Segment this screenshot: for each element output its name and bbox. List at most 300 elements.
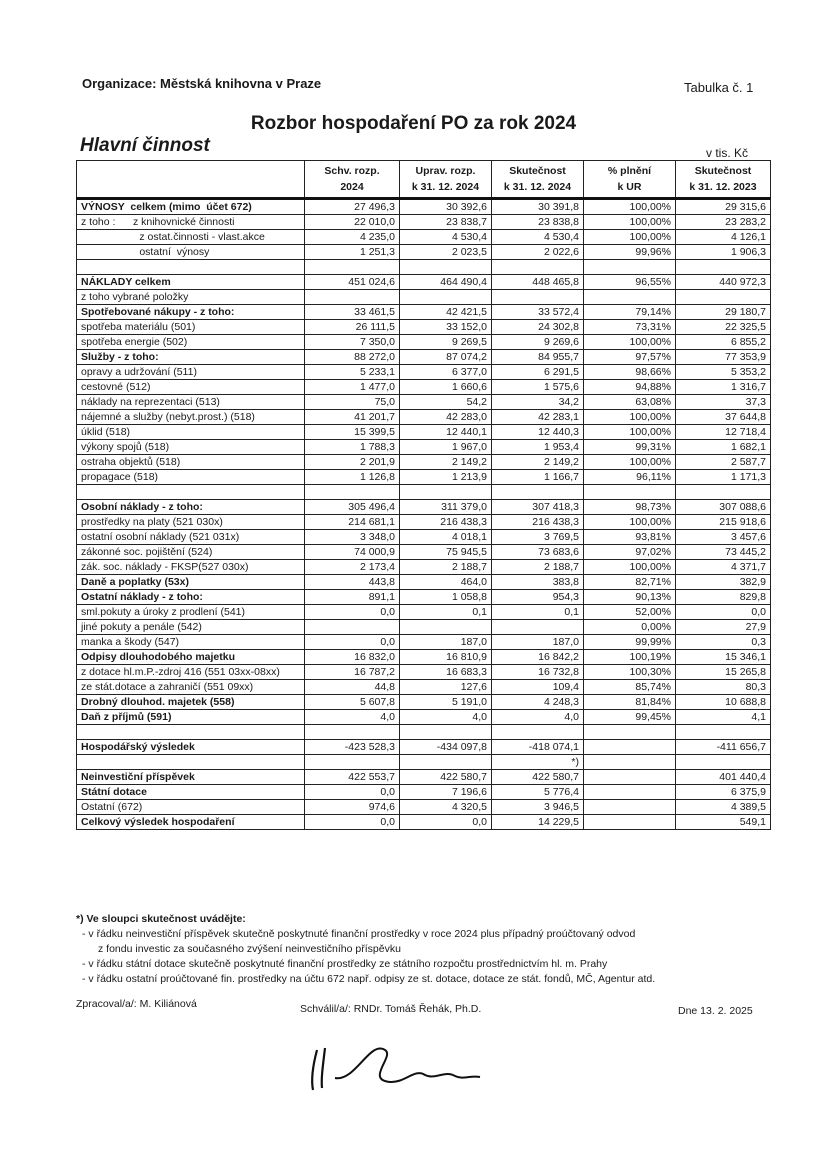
table-row bbox=[77, 800, 771, 815]
value-cell: 440 972,3 bbox=[676, 275, 771, 290]
value-cell: 100,19% bbox=[584, 650, 676, 665]
value-cell: 2 188,7 bbox=[400, 560, 492, 575]
value-cell: -418 074,1 bbox=[492, 740, 584, 755]
value-cell: 29 180,7 bbox=[676, 305, 771, 320]
row-label: z ostat.činnosti - vlast.akce bbox=[77, 230, 305, 245]
table-row bbox=[77, 665, 771, 680]
table-row bbox=[77, 485, 771, 500]
value-cell: 6 375,9 bbox=[676, 785, 771, 800]
value-cell: 891,1 bbox=[305, 590, 400, 605]
column-header-line: k 31. 12. 2024 bbox=[411, 181, 480, 193]
value-cell: 1 788,3 bbox=[305, 440, 400, 455]
row-label: sml.pokuty a úroky z prodlení (541) bbox=[77, 605, 305, 620]
row-label: ostraha objektů (518) bbox=[77, 455, 305, 470]
table-row bbox=[77, 545, 771, 560]
value-cell: 4,0 bbox=[305, 710, 400, 725]
value-cell: 0,0 bbox=[305, 605, 400, 620]
value-cell: 33 572,4 bbox=[492, 305, 584, 320]
row-label: Ostatní (672) bbox=[77, 800, 305, 815]
value-cell: 5 776,4 bbox=[492, 785, 584, 800]
value-cell: 97,02% bbox=[584, 545, 676, 560]
approved-by: Schválil/a/: RNDr. Tomáš Řehák, Ph.D. bbox=[300, 1003, 482, 1015]
value-cell: 12 440,1 bbox=[400, 425, 492, 440]
value-cell: 305 496,4 bbox=[305, 500, 400, 515]
value-cell: 99,45% bbox=[584, 710, 676, 725]
value-cell: 4 018,1 bbox=[400, 530, 492, 545]
value-cell: *) bbox=[492, 755, 584, 770]
value-cell: 451 024,6 bbox=[305, 275, 400, 290]
row-label: z toho : z knihovnické činnosti bbox=[77, 215, 305, 230]
row-label: náklady na reprezentaci (513) bbox=[77, 395, 305, 410]
value-cell: 448 465,8 bbox=[492, 275, 584, 290]
handwritten-signature bbox=[295, 1020, 495, 1100]
value-cell: 1 906,3 bbox=[676, 245, 771, 260]
value-cell: 0,0 bbox=[400, 815, 492, 830]
value-cell: 44,8 bbox=[305, 680, 400, 695]
value-cell: 0,0 bbox=[305, 815, 400, 830]
value-cell bbox=[584, 785, 676, 800]
value-cell bbox=[400, 755, 492, 770]
row-label: z toho vybrané položky bbox=[77, 290, 305, 305]
value-cell: 5 233,1 bbox=[305, 365, 400, 380]
row-label: ze stát.dotace a zahraničí (551 09xx) bbox=[77, 680, 305, 695]
value-cell: 42 421,5 bbox=[400, 305, 492, 320]
row-label: jiné pokuty a penále (542) bbox=[77, 620, 305, 635]
value-cell: 27,9 bbox=[676, 620, 771, 635]
value-cell: 401 440,4 bbox=[676, 770, 771, 785]
value-cell: 77 353,9 bbox=[676, 350, 771, 365]
value-cell bbox=[400, 290, 492, 305]
value-cell: 98,66% bbox=[584, 365, 676, 380]
column-header bbox=[305, 161, 400, 199]
row-label: Daně a poplatky (53x) bbox=[77, 575, 305, 590]
value-cell: 2 022,6 bbox=[492, 245, 584, 260]
row-label: Daň z příjmů (591) bbox=[77, 710, 305, 725]
column-header-line: k 31. 12. 2023 bbox=[689, 181, 757, 193]
row-label: cestovné (512) bbox=[77, 380, 305, 395]
row-label: Spotřebované nákupy - z toho: bbox=[77, 305, 305, 320]
value-cell: 2 173,4 bbox=[305, 560, 400, 575]
table-row bbox=[77, 365, 771, 380]
value-cell: 1 477,0 bbox=[305, 380, 400, 395]
row-label: nájemné a služby (nebyt.prost.) (518) bbox=[77, 410, 305, 425]
value-cell bbox=[305, 260, 400, 275]
table-row bbox=[77, 575, 771, 590]
row-label: propagace (518) bbox=[77, 470, 305, 485]
row-label bbox=[77, 260, 305, 275]
table-row bbox=[77, 470, 771, 485]
value-cell: 29 315,6 bbox=[676, 199, 771, 215]
value-cell bbox=[676, 725, 771, 740]
value-cell bbox=[305, 620, 400, 635]
value-cell bbox=[400, 725, 492, 740]
value-cell: 311 379,0 bbox=[400, 500, 492, 515]
value-cell: 16 832,0 bbox=[305, 650, 400, 665]
value-cell: 109,4 bbox=[492, 680, 584, 695]
value-cell bbox=[584, 260, 676, 275]
value-cell: 3 457,6 bbox=[676, 530, 771, 545]
column-header-line: k UR bbox=[617, 181, 642, 193]
value-cell: 12 718,4 bbox=[676, 425, 771, 440]
value-cell: 4,1 bbox=[676, 710, 771, 725]
value-cell: 23 283,2 bbox=[676, 215, 771, 230]
row-label: Služby - z toho: bbox=[77, 350, 305, 365]
table-row bbox=[77, 650, 771, 665]
value-cell: 215 918,6 bbox=[676, 515, 771, 530]
row-label: výkony spojů (518) bbox=[77, 440, 305, 455]
value-cell bbox=[584, 815, 676, 830]
value-cell: 80,3 bbox=[676, 680, 771, 695]
value-cell: 6 291,5 bbox=[492, 365, 584, 380]
value-cell bbox=[584, 770, 676, 785]
table-row bbox=[77, 620, 771, 635]
row-label: Drobný dlouhod. majetek (558) bbox=[77, 695, 305, 710]
table-row bbox=[77, 560, 771, 575]
value-cell: 54,2 bbox=[400, 395, 492, 410]
value-cell: 23 838,8 bbox=[492, 215, 584, 230]
row-label: spotřeba energie (502) bbox=[77, 335, 305, 350]
value-cell: 100,00% bbox=[584, 215, 676, 230]
value-cell: 75,0 bbox=[305, 395, 400, 410]
value-cell bbox=[584, 800, 676, 815]
value-cell: 307 088,6 bbox=[676, 500, 771, 515]
row-label: Hospodářský výsledek bbox=[77, 740, 305, 755]
value-cell: 2 149,2 bbox=[492, 455, 584, 470]
value-cell: 127,6 bbox=[400, 680, 492, 695]
value-cell bbox=[492, 725, 584, 740]
section-title: Hlavní činnost bbox=[80, 135, 210, 156]
value-cell: 12 440,3 bbox=[492, 425, 584, 440]
value-cell bbox=[584, 290, 676, 305]
column-header-line: Schv. rozp. bbox=[324, 165, 380, 177]
value-cell: 100,00% bbox=[584, 230, 676, 245]
table-row bbox=[77, 395, 771, 410]
row-label: Celkový výsledek hospodaření bbox=[77, 815, 305, 830]
table-row bbox=[77, 770, 771, 785]
table-row bbox=[77, 680, 771, 695]
value-cell: 187,0 bbox=[492, 635, 584, 650]
column-header bbox=[400, 161, 492, 199]
table-row bbox=[77, 410, 771, 425]
value-cell: 42 283,0 bbox=[400, 410, 492, 425]
value-cell: 96,11% bbox=[584, 470, 676, 485]
value-cell: 100,00% bbox=[584, 199, 676, 215]
value-cell: 100,00% bbox=[584, 425, 676, 440]
value-cell: 100,00% bbox=[584, 515, 676, 530]
value-cell: 0,1 bbox=[492, 605, 584, 620]
header-label-cell bbox=[77, 161, 305, 199]
value-cell: 2 188,7 bbox=[492, 560, 584, 575]
value-cell: 5 191,0 bbox=[400, 695, 492, 710]
value-cell: 90,13% bbox=[584, 590, 676, 605]
notes-heading: *) Ve sloupci skutečnost uvádějte: bbox=[76, 913, 246, 925]
value-cell bbox=[676, 755, 771, 770]
value-cell: 24 302,8 bbox=[492, 320, 584, 335]
value-cell bbox=[676, 485, 771, 500]
value-cell: 1 213,9 bbox=[400, 470, 492, 485]
value-cell: 4 530,4 bbox=[400, 230, 492, 245]
value-cell: 100,30% bbox=[584, 665, 676, 680]
column-header bbox=[676, 161, 771, 199]
table-row bbox=[77, 710, 771, 725]
column-header-line: % plnění bbox=[607, 165, 652, 177]
value-cell: 383,8 bbox=[492, 575, 584, 590]
value-cell: 422 580,7 bbox=[492, 770, 584, 785]
value-cell: 1 660,6 bbox=[400, 380, 492, 395]
value-cell: 2 023,5 bbox=[400, 245, 492, 260]
table-row bbox=[77, 740, 771, 755]
value-cell: 94,88% bbox=[584, 380, 676, 395]
value-cell: 16 787,2 bbox=[305, 665, 400, 680]
value-cell bbox=[492, 290, 584, 305]
column-header bbox=[492, 161, 584, 199]
value-cell: 73,31% bbox=[584, 320, 676, 335]
value-cell: 41 201,7 bbox=[305, 410, 400, 425]
value-cell: 15 399,5 bbox=[305, 425, 400, 440]
value-cell bbox=[305, 725, 400, 740]
value-cell: 4 320,5 bbox=[400, 800, 492, 815]
organization-label: Organizace: Městská knihovna v Praze bbox=[82, 76, 322, 91]
table-row bbox=[77, 215, 771, 230]
value-cell: -423 528,3 bbox=[305, 740, 400, 755]
value-cell: 9 269,5 bbox=[400, 335, 492, 350]
value-cell bbox=[305, 290, 400, 305]
value-cell: 100,00% bbox=[584, 335, 676, 350]
document-date: Dne 13. 2. 2025 bbox=[678, 1005, 753, 1017]
value-cell: 73 445,2 bbox=[676, 545, 771, 560]
row-label: opravy a udržování (511) bbox=[77, 365, 305, 380]
row-label: Osobní náklady - z toho: bbox=[77, 500, 305, 515]
value-cell: 81,84% bbox=[584, 695, 676, 710]
value-cell: 52,00% bbox=[584, 605, 676, 620]
table-row bbox=[77, 305, 771, 320]
value-cell: 37,3 bbox=[676, 395, 771, 410]
value-cell bbox=[584, 485, 676, 500]
row-label: zák. soc. náklady - FKSP(527 030x) bbox=[77, 560, 305, 575]
value-cell: 33 461,5 bbox=[305, 305, 400, 320]
value-cell: 0,1 bbox=[400, 605, 492, 620]
row-label: úklid (518) bbox=[77, 425, 305, 440]
value-cell: 1 575,6 bbox=[492, 380, 584, 395]
value-cell: 443,8 bbox=[305, 575, 400, 590]
value-cell: 0,0 bbox=[305, 635, 400, 650]
page-title: Rozbor hospodaření PO za rok 2024 bbox=[250, 113, 577, 134]
value-cell: 37 644,8 bbox=[676, 410, 771, 425]
value-cell: 954,3 bbox=[492, 590, 584, 605]
value-cell bbox=[492, 260, 584, 275]
value-cell: 0,0 bbox=[305, 785, 400, 800]
value-cell: 3 769,5 bbox=[492, 530, 584, 545]
row-label: z dotace hl.m.P.-zdroj 416 (551 03xx-08xx) bbox=[77, 665, 305, 680]
table-row bbox=[77, 440, 771, 455]
value-cell: 99,96% bbox=[584, 245, 676, 260]
value-cell: 30 391,8 bbox=[492, 199, 584, 215]
row-label: ostatní osobní náklady (521 031x) bbox=[77, 530, 305, 545]
value-cell bbox=[676, 260, 771, 275]
table-row bbox=[77, 230, 771, 245]
value-cell: 216 438,3 bbox=[400, 515, 492, 530]
value-cell: 93,81% bbox=[584, 530, 676, 545]
value-cell: 1 316,7 bbox=[676, 380, 771, 395]
value-cell bbox=[492, 620, 584, 635]
value-cell: 4,0 bbox=[400, 710, 492, 725]
row-label bbox=[77, 725, 305, 740]
column-header-line: k 31. 12. 2024 bbox=[503, 181, 572, 193]
note-line: - v řádku neinvestiční příspěvek skutečně poskytnuté finanční prostředky v roce 2024 plus případný proúčtovaný odvod bbox=[82, 928, 636, 940]
table-row bbox=[77, 199, 771, 215]
value-cell: 6 855,2 bbox=[676, 335, 771, 350]
value-cell bbox=[305, 485, 400, 500]
note-line: z fondu investic za současného zvýšení neinvestičního příspěvku bbox=[98, 943, 401, 955]
notes-block bbox=[76, 912, 776, 987]
value-cell: 15 346,1 bbox=[676, 650, 771, 665]
row-label: Ostatní náklady - z toho: bbox=[77, 590, 305, 605]
value-cell bbox=[584, 755, 676, 770]
row-label: zákonné soc. pojištění (524) bbox=[77, 545, 305, 560]
value-cell: 1 126,8 bbox=[305, 470, 400, 485]
value-cell: 974,6 bbox=[305, 800, 400, 815]
value-cell: 2 587,7 bbox=[676, 455, 771, 470]
value-cell: 3 348,0 bbox=[305, 530, 400, 545]
value-cell: 16 810,9 bbox=[400, 650, 492, 665]
value-cell: 5 353,2 bbox=[676, 365, 771, 380]
table-row bbox=[77, 455, 771, 470]
column-header-line: Skutečnost bbox=[509, 165, 566, 177]
value-cell: 82,71% bbox=[584, 575, 676, 590]
value-cell: 4 530,4 bbox=[492, 230, 584, 245]
note-line: - v řádku ostatní proúčtované fin. prostředky na účtu 672 např. odpisy ze st. dotace, dotace ze stát. fondů, MČ, Agentur atd. bbox=[82, 973, 656, 985]
value-cell: 187,0 bbox=[400, 635, 492, 650]
value-cell: 0,3 bbox=[676, 635, 771, 650]
value-cell: 75 945,5 bbox=[400, 545, 492, 560]
table-row bbox=[77, 725, 771, 740]
prepared-by: Zpracoval/a/: M. Kiliánová bbox=[76, 998, 197, 1010]
row-label: Odpisy dlouhodobého majetku bbox=[77, 650, 305, 665]
table-row bbox=[77, 350, 771, 365]
table-row bbox=[77, 605, 771, 620]
value-cell: 1 058,8 bbox=[400, 590, 492, 605]
column-header bbox=[584, 161, 676, 199]
budget-table bbox=[76, 160, 771, 830]
value-cell: 84 955,7 bbox=[492, 350, 584, 365]
table-row bbox=[77, 260, 771, 275]
value-cell bbox=[676, 290, 771, 305]
value-cell: 87 074,2 bbox=[400, 350, 492, 365]
table-row bbox=[77, 500, 771, 515]
value-cell: -411 656,7 bbox=[676, 740, 771, 755]
value-cell bbox=[492, 485, 584, 500]
note-line: - v řádku státní dotace skutečně poskytnuté finanční prostředky ze státního rozpočtu prostřednictvím hl. m. Prahy bbox=[82, 958, 608, 970]
value-cell: 464,0 bbox=[400, 575, 492, 590]
value-cell bbox=[584, 740, 676, 755]
table-row bbox=[77, 815, 771, 830]
column-header-line: Skutečnost bbox=[694, 165, 752, 177]
value-cell: 26 111,5 bbox=[305, 320, 400, 335]
value-cell: 23 838,7 bbox=[400, 215, 492, 230]
row-label: spotřeba materiálu (501) bbox=[77, 320, 305, 335]
value-cell: 7 350,0 bbox=[305, 335, 400, 350]
value-cell: 829,8 bbox=[676, 590, 771, 605]
table-row bbox=[77, 695, 771, 710]
value-cell: 10 688,8 bbox=[676, 695, 771, 710]
table-row bbox=[77, 320, 771, 335]
value-cell: 42 283,1 bbox=[492, 410, 584, 425]
value-cell: 9 269,6 bbox=[492, 335, 584, 350]
value-cell: 4,0 bbox=[492, 710, 584, 725]
column-header-line: 2024 bbox=[340, 181, 364, 193]
table-row bbox=[77, 530, 771, 545]
row-label: NÁKLADY celkem bbox=[77, 275, 305, 290]
table-row bbox=[77, 755, 771, 770]
value-cell: 33 152,0 bbox=[400, 320, 492, 335]
table-row bbox=[77, 515, 771, 530]
value-cell: 1 171,3 bbox=[676, 470, 771, 485]
unit-label: v tis. Kč bbox=[706, 146, 749, 160]
value-cell: 4 371,7 bbox=[676, 560, 771, 575]
value-cell: 422 553,7 bbox=[305, 770, 400, 785]
value-cell: 307 418,3 bbox=[492, 500, 584, 515]
value-cell: 4 126,1 bbox=[676, 230, 771, 245]
table-row bbox=[77, 275, 771, 290]
row-label: VÝNOSY celkem (mimo účet 672) bbox=[77, 199, 305, 215]
value-cell: 422 580,7 bbox=[400, 770, 492, 785]
value-cell: 15 265,8 bbox=[676, 665, 771, 680]
value-cell: 4 248,3 bbox=[492, 695, 584, 710]
value-cell: 4 235,0 bbox=[305, 230, 400, 245]
value-cell: 100,00% bbox=[584, 560, 676, 575]
value-cell: 99,99% bbox=[584, 635, 676, 650]
value-cell bbox=[400, 620, 492, 635]
value-cell: 0,00% bbox=[584, 620, 676, 635]
row-label bbox=[77, 485, 305, 500]
row-label bbox=[77, 755, 305, 770]
value-cell: 34,2 bbox=[492, 395, 584, 410]
value-cell bbox=[400, 260, 492, 275]
value-cell: 85,74% bbox=[584, 680, 676, 695]
value-cell: 16 732,8 bbox=[492, 665, 584, 680]
value-cell: 27 496,3 bbox=[305, 199, 400, 215]
table-row bbox=[77, 785, 771, 800]
value-cell: 30 392,6 bbox=[400, 199, 492, 215]
value-cell bbox=[584, 725, 676, 740]
value-cell: 99,31% bbox=[584, 440, 676, 455]
value-cell: 464 490,4 bbox=[400, 275, 492, 290]
value-cell: 1 166,7 bbox=[492, 470, 584, 485]
value-cell: 96,55% bbox=[584, 275, 676, 290]
table-row bbox=[77, 335, 771, 350]
row-label: Státní dotace bbox=[77, 785, 305, 800]
value-cell: 74 000,9 bbox=[305, 545, 400, 560]
table-header-row bbox=[77, 161, 771, 199]
value-cell: 2 149,2 bbox=[400, 455, 492, 470]
value-cell: 97,57% bbox=[584, 350, 676, 365]
value-cell: 22 325,5 bbox=[676, 320, 771, 335]
value-cell: 0,0 bbox=[676, 605, 771, 620]
value-cell: 14 229,5 bbox=[492, 815, 584, 830]
value-cell: 382,9 bbox=[676, 575, 771, 590]
value-cell: 4 389,5 bbox=[676, 800, 771, 815]
value-cell: 22 010,0 bbox=[305, 215, 400, 230]
value-cell: 1 953,4 bbox=[492, 440, 584, 455]
value-cell: 63,08% bbox=[584, 395, 676, 410]
value-cell: 16 842,2 bbox=[492, 650, 584, 665]
value-cell bbox=[400, 485, 492, 500]
row-label: manka a škody (547) bbox=[77, 635, 305, 650]
value-cell bbox=[305, 755, 400, 770]
value-cell: 7 196,6 bbox=[400, 785, 492, 800]
table-row bbox=[77, 635, 771, 650]
value-cell: 73 683,6 bbox=[492, 545, 584, 560]
